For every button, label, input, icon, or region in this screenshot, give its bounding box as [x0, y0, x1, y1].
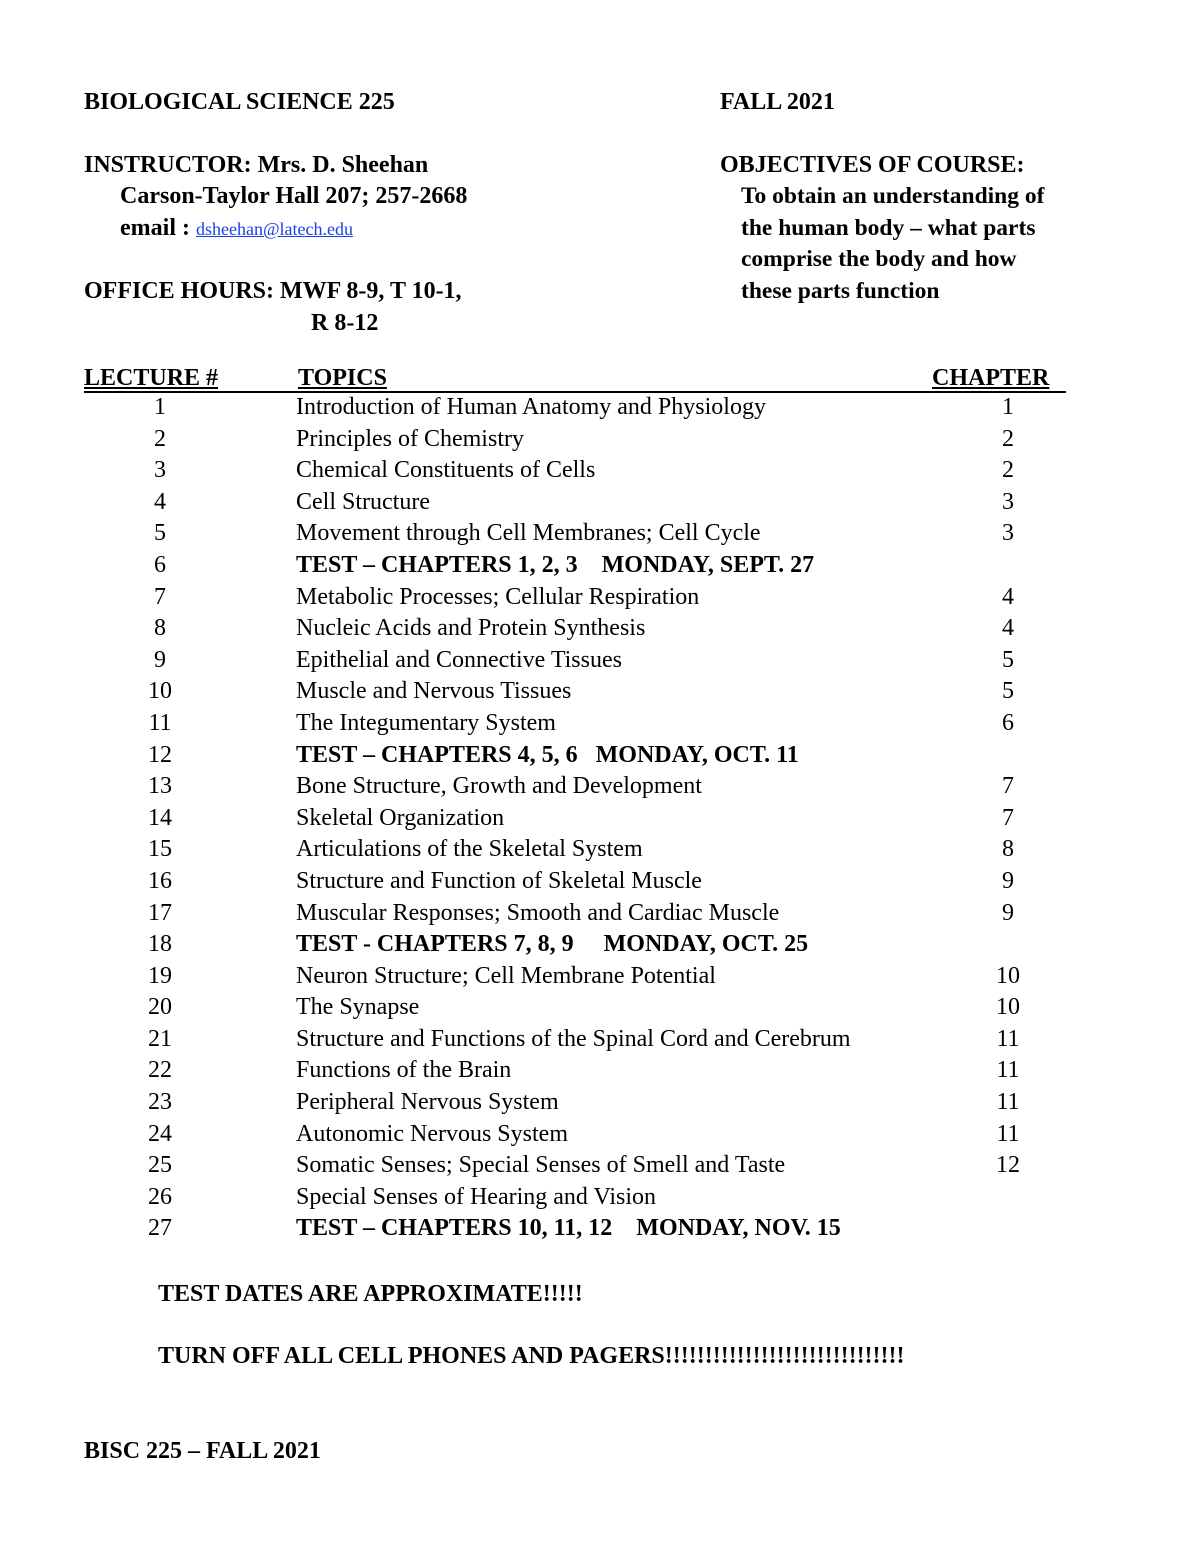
lecture-topic: Articulations of the Skeletal System — [296, 836, 643, 863]
lecture-chapter: 6 — [1002, 709, 1014, 736]
table-row — [0, 676, 1200, 708]
lecture-chapter: 8 — [1002, 836, 1014, 863]
instructor-line: INSTRUCTOR: Mrs. D. Sheehan — [84, 152, 429, 178]
lecture-number: 10 — [148, 678, 172, 705]
table-header — [84, 365, 1066, 393]
lecture-number: 25 — [148, 1152, 172, 1179]
lecture-topic: TEST – CHAPTERS 1, 2, 3 MONDAY, SEPT. 27 — [296, 551, 815, 578]
lecture-topic: Bone Structure, Growth and Development — [296, 773, 702, 800]
lecture-chapter: 9 — [1002, 899, 1014, 926]
lecture-number: 1 — [154, 394, 166, 420]
objectives-line: these parts function — [741, 278, 940, 304]
lecture-chapter: 2 — [1002, 457, 1014, 484]
lecture-topic: Structure and Functions of the Spinal Cord and Cerebrum — [296, 1025, 851, 1052]
table-row — [0, 708, 1200, 740]
instructor-email-row — [120, 214, 353, 243]
lecture-chapter: 11 — [996, 1025, 1020, 1052]
instructor-office: Carson-Taylor Hall 207; 257-2668 — [120, 183, 468, 209]
lecture-chapter: 12 — [996, 1152, 1020, 1179]
lecture-number: 15 — [148, 836, 172, 863]
test-row — [0, 929, 1200, 961]
lecture-chapter: 11 — [996, 1089, 1020, 1116]
header-chapter: CHAPTER — [932, 365, 1050, 391]
lecture-number: 18 — [148, 931, 172, 958]
lecture-number: 24 — [148, 1120, 172, 1147]
lecture-chapter: 5 — [1002, 646, 1014, 673]
table-row — [0, 992, 1200, 1024]
lecture-chapter: 10 — [996, 994, 1020, 1021]
lecture-topic: Neuron Structure; Cell Membrane Potential — [296, 962, 716, 989]
lecture-topic: Nucleic Acids and Protein Synthesis — [296, 615, 646, 642]
lecture-topic: Chemical Constituents of Cells — [296, 457, 596, 484]
objectives-line: comprise the body and how — [741, 246, 1017, 272]
header-topics: TOPICS — [298, 365, 387, 391]
table-row — [0, 961, 1200, 993]
lecture-number: 11 — [148, 709, 172, 736]
table-row — [0, 771, 1200, 803]
lecture-number: 6 — [154, 551, 166, 578]
lecture-topic: The Synapse — [296, 994, 420, 1021]
lecture-chapter: 4 — [1002, 583, 1014, 610]
course-title: BIOLOGICAL SCIENCE 225 — [84, 89, 395, 115]
lecture-number: 27 — [148, 1215, 172, 1242]
lecture-number: 19 — [148, 962, 172, 989]
lecture-topic: Structure and Function of Skeletal Muscle — [296, 867, 702, 894]
lecture-number: 26 — [148, 1183, 172, 1210]
lecture-topic: Movement through Cell Membranes; Cell Cycle — [296, 520, 761, 547]
table-row — [0, 1119, 1200, 1151]
cell-phones-note: TURN OFF ALL CELL PHONES AND PAGERS!!!!!!!!!!!!!!!!!!!!!!!!!!!!!! — [158, 1343, 905, 1369]
lecture-topic: TEST - CHAPTERS 7, 8, 9 MONDAY, OCT. 25 — [296, 931, 809, 958]
lecture-number: 8 — [154, 615, 166, 642]
term: FALL 2021 — [720, 89, 835, 115]
lecture-number: 20 — [148, 994, 172, 1021]
lecture-chapter: 3 — [1002, 520, 1014, 547]
lecture-topic: Special Senses of Hearing and Vision — [296, 1183, 657, 1210]
lecture-number: 21 — [148, 1025, 172, 1052]
lecture-number: 16 — [148, 867, 172, 894]
lecture-topic: Autonomic Nervous System — [296, 1120, 568, 1147]
lecture-number: 17 — [148, 899, 172, 926]
lecture-chapter: 11 — [996, 1057, 1020, 1084]
lecture-number: 13 — [148, 773, 172, 800]
lecture-topic: Skeletal Organization — [296, 804, 505, 831]
table-row — [0, 392, 1200, 424]
table-row — [0, 424, 1200, 456]
lecture-number: 3 — [154, 457, 166, 484]
lecture-topic: TEST – CHAPTERS 10, 11, 12 MONDAY, NOV. 15 — [296, 1215, 841, 1242]
lecture-number: 9 — [154, 646, 166, 673]
lecture-topic: Somatic Senses; Special Senses of Smell and Taste — [296, 1152, 786, 1179]
test-row — [0, 550, 1200, 582]
lecture-chapter: 2 — [1002, 425, 1014, 452]
lecture-number: 14 — [148, 804, 172, 831]
email-label: email : — [120, 215, 190, 241]
lecture-topic: Principles of Chemistry — [296, 425, 524, 452]
lecture-number: 7 — [154, 583, 166, 610]
lecture-chapter: 3 — [1002, 488, 1014, 515]
footer: BISC 225 – FALL 2021 — [84, 1438, 321, 1464]
table-row — [0, 803, 1200, 835]
table-row — [0, 1150, 1200, 1182]
lecture-number: 4 — [154, 488, 166, 515]
lecture-chapter: 9 — [1002, 867, 1014, 894]
lecture-chapter: 5 — [1002, 678, 1014, 705]
table-row — [0, 1055, 1200, 1087]
table-row — [0, 645, 1200, 677]
lecture-topic: Metabolic Processes; Cellular Respiration — [296, 583, 700, 610]
objectives-line: the human body – what parts — [741, 215, 1036, 241]
lecture-topic: Epithelial and Connective Tissues — [296, 646, 622, 673]
lecture-table — [0, 392, 1200, 1245]
lecture-topic: The Integumentary System — [296, 709, 556, 736]
lecture-chapter: 1 — [1002, 394, 1014, 420]
lecture-number: 12 — [148, 741, 172, 768]
test-row — [0, 1213, 1200, 1245]
lecture-topic: Cell Structure — [296, 488, 430, 515]
lecture-topic: Introduction of Human Anatomy and Physiology — [296, 394, 766, 420]
table-row — [0, 866, 1200, 898]
lecture-topic: Functions of the Brain — [296, 1057, 512, 1084]
lecture-chapter: 10 — [996, 962, 1020, 989]
test-dates-note: TEST DATES ARE APPROXIMATE!!!!! — [158, 1281, 583, 1307]
table-row — [0, 1182, 1200, 1214]
email-link[interactable]: dsheehan@latech.edu — [195, 219, 353, 239]
lecture-topic: Muscle and Nervous Tissues — [296, 678, 572, 705]
office-hours-line-2: R 8-12 — [311, 310, 379, 336]
table-row — [0, 898, 1200, 930]
table-row — [0, 834, 1200, 866]
objectives-heading: OBJECTIVES OF COURSE: — [720, 152, 1025, 178]
lecture-topic: Peripheral Nervous System — [296, 1089, 559, 1116]
table-row — [0, 1024, 1200, 1056]
lecture-chapter: 4 — [1002, 615, 1014, 642]
header-lecture: LECTURE # — [84, 365, 219, 391]
table-row — [0, 613, 1200, 645]
table-row — [0, 518, 1200, 550]
table-row — [0, 1087, 1200, 1119]
table-row — [0, 455, 1200, 487]
table-row — [0, 582, 1200, 614]
lecture-chapter: 7 — [1002, 804, 1014, 831]
lecture-chapter: 11 — [996, 1120, 1020, 1147]
objectives-line: To obtain an understanding of — [741, 183, 1045, 209]
lecture-topic: Muscular Responses; Smooth and Cardiac Muscle — [296, 899, 780, 926]
lecture-number: 5 — [154, 520, 166, 547]
table-row — [0, 487, 1200, 519]
office-hours-line-1: OFFICE HOURS: MWF 8-9, T 10-1, — [84, 278, 462, 304]
lecture-topic: TEST – CHAPTERS 4, 5, 6 MONDAY, OCT. 11 — [296, 741, 799, 768]
test-row — [0, 740, 1200, 772]
lecture-number: 23 — [148, 1089, 172, 1116]
lecture-number: 2 — [154, 425, 166, 452]
lecture-number: 22 — [148, 1057, 172, 1084]
lecture-chapter: 7 — [1002, 773, 1014, 800]
